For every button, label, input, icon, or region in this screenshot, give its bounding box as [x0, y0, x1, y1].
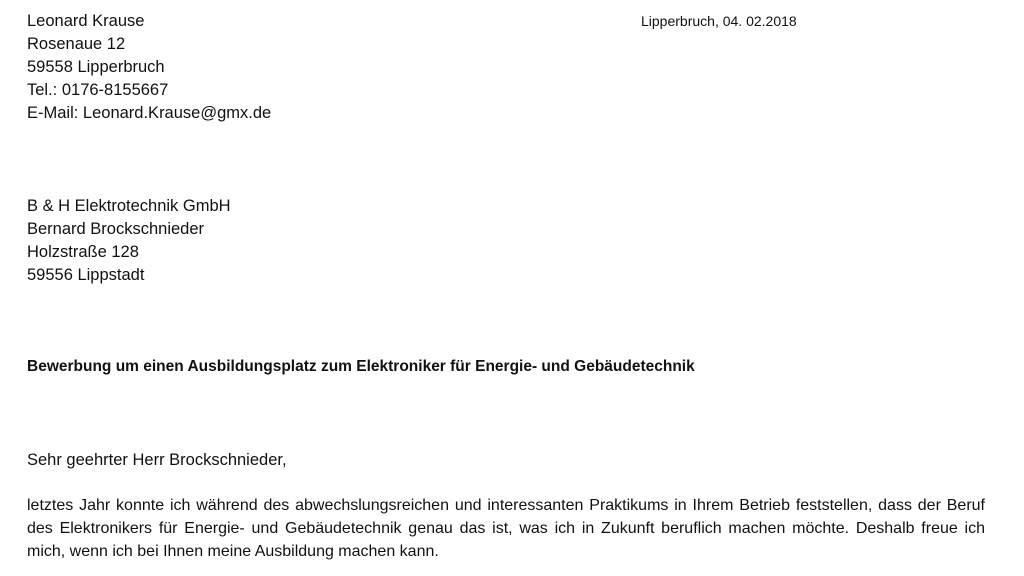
recipient-city: 59556 Lippstadt [27, 266, 145, 284]
sender-name: Leonard Krause [27, 12, 145, 30]
sender-phone: Tel.: 0176-8155667 [27, 81, 169, 99]
salutation: Sehr geehrter Herr Brockschnieder, [27, 451, 287, 469]
recipient-company: B & H Elektrotechnik GmbH [27, 197, 231, 215]
sender-city: 59558 Lipperbruch [27, 58, 165, 76]
letter-date: Lipperbruch, 04. 02.2018 [641, 13, 797, 29]
letter-subject: Bewerbung um einen Ausbildungsplatz zum Elektroniker für Energie- und Gebäudetechnik [27, 358, 695, 375]
recipient-street: Holzstraße 128 [27, 243, 139, 261]
recipient-contact: Bernard Brockschnieder [27, 220, 205, 238]
sender-street: Rosenaue 12 [27, 35, 126, 53]
sender-email: E-Mail: Leonard.Krause@gmx.de [27, 104, 272, 122]
letter-paragraph: letztes Jahr konnte ich während des abwechslungsreichen und interessanten Praktikums in Ihrem Betrieb feststellen, dass der Beruf des Elektronikers für Energie- und Gebäudetechnik genau das ist, was ich in Zukunft beruflich machen möchte. Deshalb freue ich mich, wenn ich bei Ihnen meine Ausbildung machen kann. [27, 497, 985, 560]
